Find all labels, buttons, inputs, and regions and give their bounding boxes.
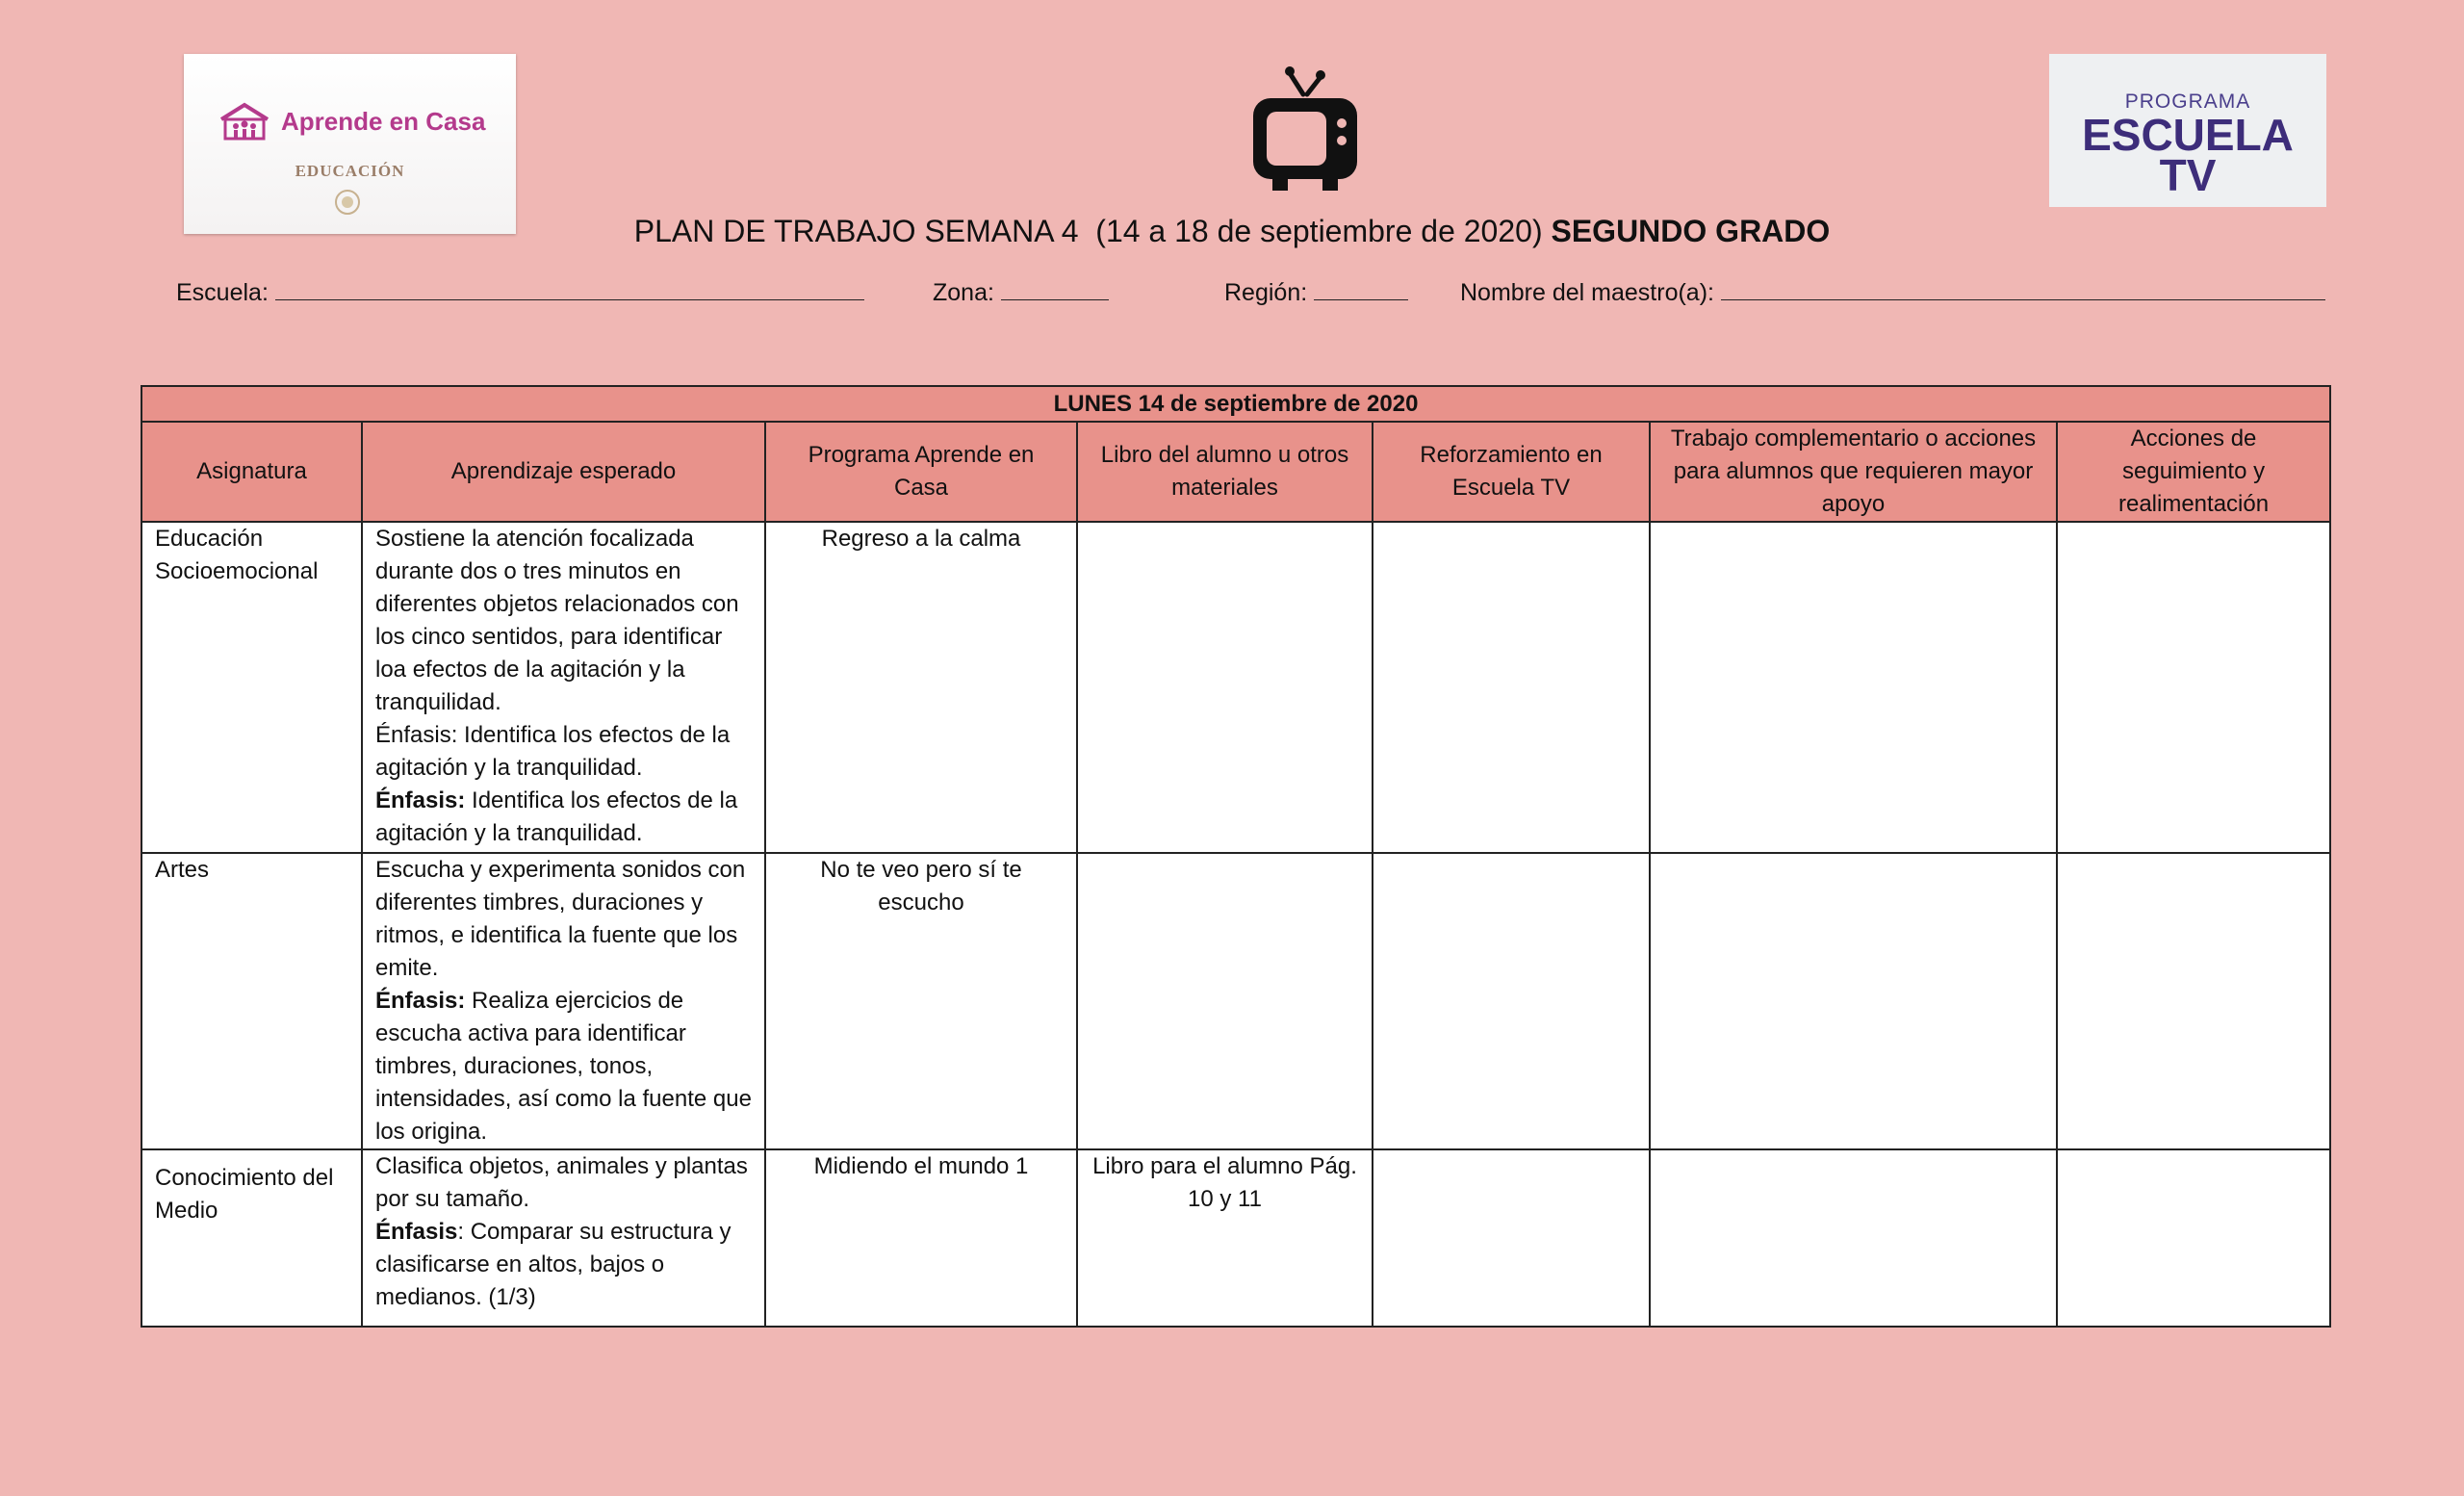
emphasis-text — [375, 1216, 752, 1314]
program-cell: No te veo pero sí te escucho — [765, 853, 1077, 1149]
header-programa: Programa Aprende en Casa — [765, 422, 1077, 522]
educacion-label: EDUCACIÓN — [295, 162, 405, 180]
emphasis-label: Énfasis: — [375, 988, 466, 1014]
emphasis-label: Énfasis — [375, 1219, 458, 1245]
emphasis-body: Identifica los efectos de la agitación y la tranquilidad. — [375, 787, 738, 846]
subject-cell: Educación Socioemocional — [141, 522, 362, 853]
region-label: Región: — [1224, 279, 1308, 306]
header-aprendizaje: Aprendizaje esperado — [362, 422, 765, 522]
learning-cell — [362, 1149, 765, 1327]
header-trabajo: Trabajo complementario o acciones para alumnos que requieren mayor apoyo — [1650, 422, 2057, 522]
book-cell[interactable] — [1077, 853, 1373, 1149]
emphasis-text — [375, 785, 752, 850]
header-acciones: Acciones de seguimiento y realimentación — [2057, 422, 2330, 522]
maestro-label: Nombre del maestro(a): — [1460, 279, 1714, 306]
page-title — [0, 214, 2464, 249]
subject-cell: Conocimiento del Medio — [141, 1149, 362, 1327]
region-blank[interactable] — [1314, 278, 1408, 300]
maestro-blank[interactable] — [1721, 278, 2325, 300]
zona-blank[interactable] — [1001, 278, 1109, 300]
table-row — [141, 853, 2330, 1149]
subject-cell: Artes — [141, 853, 362, 1149]
learning-text: Clasifica objetos, animales y plantas por su tamaño. — [375, 1153, 748, 1212]
book-cell[interactable] — [1077, 522, 1373, 853]
television-icon — [1249, 65, 1361, 196]
aprende-brand-text: Aprende en Casa — [281, 106, 486, 136]
seal-icon — [334, 189, 361, 216]
house-family-icon — [218, 102, 271, 141]
escuela-tv-logo — [2049, 54, 2326, 207]
programa-label: PROGRAMA — [2124, 90, 2251, 113]
acciones-cell[interactable] — [2057, 522, 2330, 853]
aprende-brand — [218, 102, 485, 141]
reforzamiento-cell[interactable] — [1373, 522, 1650, 853]
emphasis-body: Realiza ejercicios de escucha activa para identificar timbres, duraciones, tonos, intensidades, así como la fuente que los origina. — [375, 988, 752, 1145]
table-row — [141, 522, 2330, 853]
day-header: LUNES 14 de septiembre de 2020 — [141, 386, 2330, 422]
learning-text: Escucha y experimenta sonidos con diferentes timbres, duraciones y ritmos, e identifica la fuente que los emite. — [375, 857, 746, 981]
region-field — [1224, 278, 1408, 307]
title-grade: SEGUNDO GRADO — [1551, 214, 1831, 248]
learning-text-2: Énfasis: Identifica los efectos de la agitación y la tranquilidad. — [375, 722, 731, 781]
learning-cell — [362, 522, 765, 853]
acciones-cell[interactable] — [2057, 1149, 2330, 1327]
emphasis-label: Énfasis: — [375, 787, 466, 813]
header-reforzamiento: Reforzamiento en Escuela TV — [1373, 422, 1650, 522]
tv-label: TV — [2159, 150, 2217, 200]
program-cell: Midiendo el mundo 1 — [765, 1149, 1077, 1327]
emphasis-body: : Comparar su estructura y clasificarse en altos, bajos o medianos. (1/3) — [375, 1219, 732, 1310]
work-plan-table — [141, 385, 2331, 1328]
learning-text: Sostiene la atención focalizada durante dos o tres minutos en diferentes objetos relacionados con los cinco sentidos, para identificar loa efectos de la agitación y la tranquilidad. — [375, 526, 739, 715]
acciones-cell[interactable] — [2057, 853, 2330, 1149]
zona-field — [933, 278, 1109, 307]
header-libro: Libro del alumno u otros materiales — [1077, 422, 1373, 522]
escuela-label: ESCUELA — [2082, 110, 2294, 160]
title-main: PLAN DE TRABAJO SEMANA 4 (14 a 18 de septiembre de 2020) — [633, 214, 1552, 248]
maestro-field — [1460, 278, 2325, 307]
header-asignatura: Asignatura — [141, 422, 362, 522]
trabajo-cell[interactable] — [1650, 853, 2057, 1149]
escuela-blank[interactable] — [275, 278, 864, 300]
zona-label: Zona: — [933, 279, 994, 306]
book-cell: Libro para el alumno Pág. 10 y 11 — [1077, 1149, 1373, 1327]
learning-cell — [362, 853, 765, 1149]
escuela-field — [176, 278, 864, 307]
escuela-label: Escuela: — [176, 279, 269, 306]
trabajo-cell[interactable] — [1650, 1149, 2057, 1327]
table-row — [141, 1149, 2330, 1327]
aprende-en-casa-logo — [184, 54, 516, 234]
trabajo-cell[interactable] — [1650, 522, 2057, 853]
reforzamiento-cell[interactable] — [1373, 853, 1650, 1149]
emphasis-text — [375, 985, 752, 1148]
reforzamiento-cell[interactable] — [1373, 1149, 1650, 1327]
program-cell: Regreso a la calma — [765, 522, 1077, 853]
